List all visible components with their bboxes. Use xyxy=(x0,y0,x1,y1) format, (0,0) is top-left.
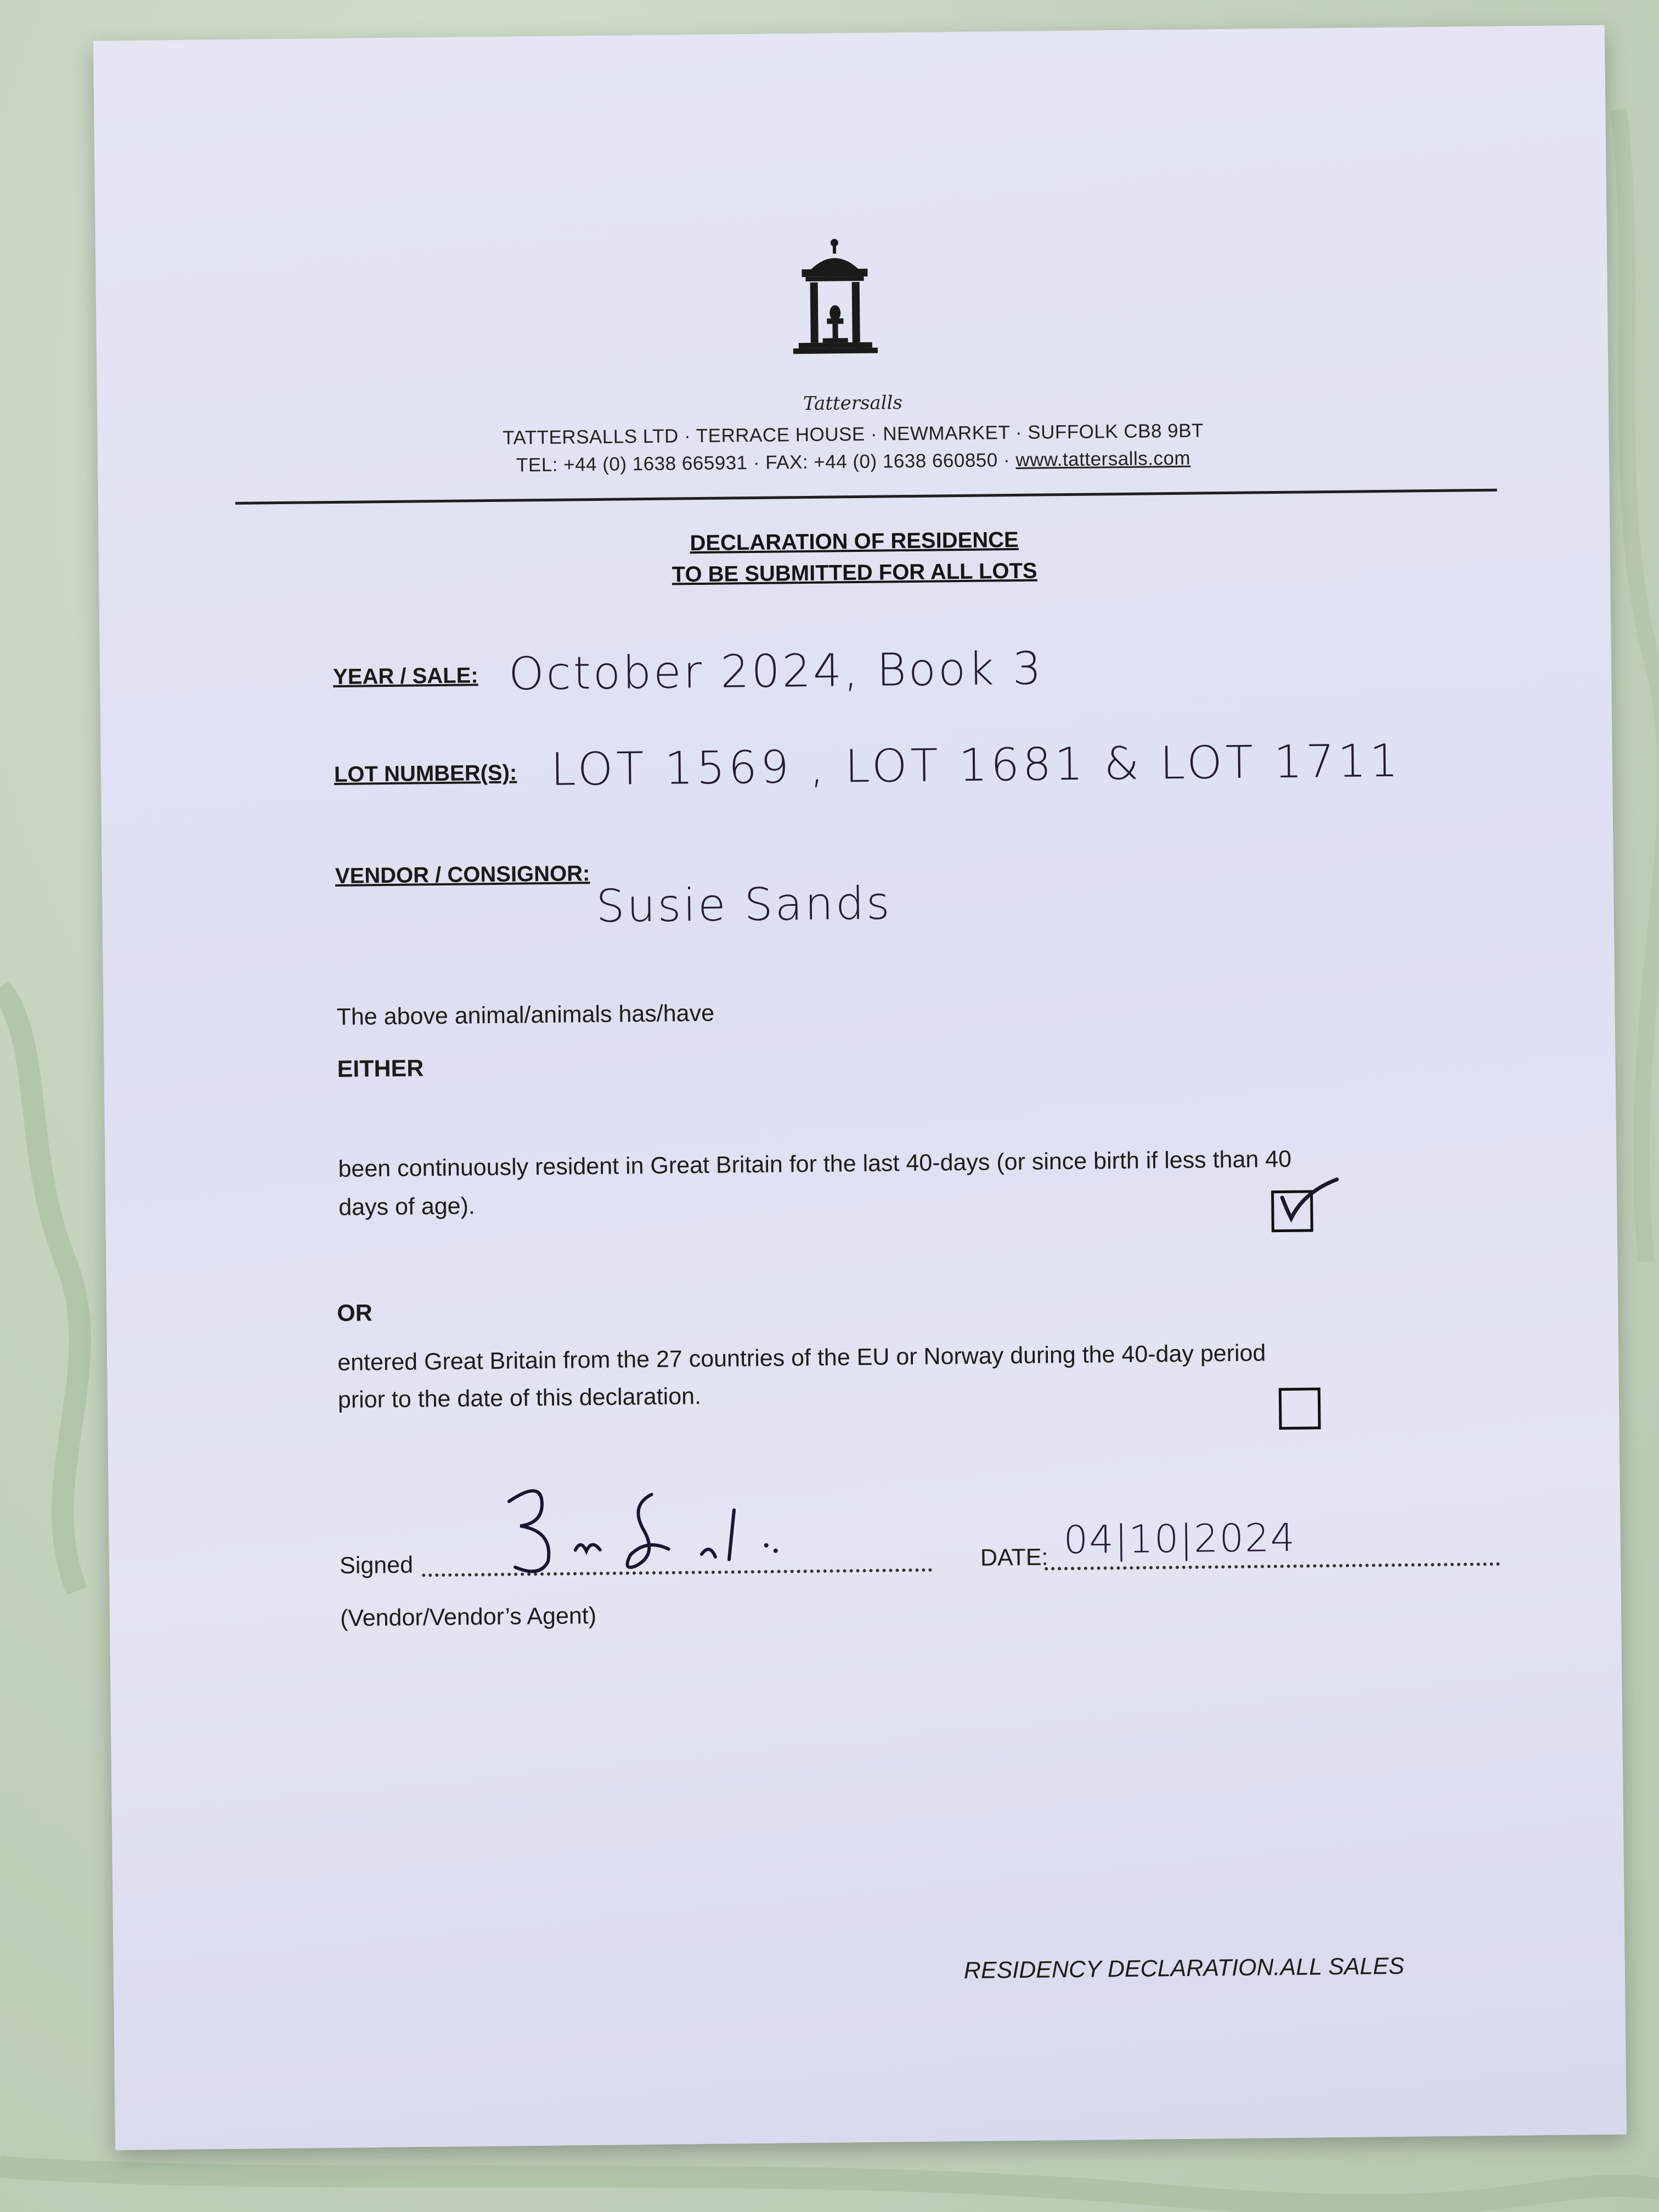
company-name: Tattersalls xyxy=(803,392,903,415)
date-handwritten: 04|10|2024 xyxy=(1063,1515,1296,1563)
either-heading: EITHER xyxy=(337,1055,424,1082)
tattersalls-cupola-logo-icon xyxy=(788,236,882,363)
header-divider xyxy=(235,489,1497,505)
form-subtitle: TO BE SUBMITTED FOR ALL LOTS xyxy=(672,558,1037,587)
signer-role-label: (Vendor/Vendor’s Agent) xyxy=(340,1602,597,1632)
year-sale-label: YEAR / SALE: xyxy=(332,663,478,690)
year-sale-handwritten: October 2024, Book 3 xyxy=(508,642,1044,701)
footer-reference: RESIDENCY DECLARATION.ALL SALES xyxy=(963,1953,1405,1984)
vendor-handwritten: Susie Sands xyxy=(596,877,893,933)
declaration-form-sheet xyxy=(93,25,1627,2151)
contact-numbers: TEL: +44 (0) 1638 665931 · FAX: +44 (0) 1638 660850 · xyxy=(516,449,1016,476)
date-line xyxy=(1045,1562,1500,1571)
option2-text-line2: prior to the date of this declaration. xyxy=(337,1383,702,1413)
date-label: DATE: xyxy=(980,1544,1048,1571)
handwritten-signature xyxy=(492,1476,800,1589)
or-heading: OR xyxy=(337,1300,373,1327)
option1-checkbox[interactable] xyxy=(1271,1190,1313,1232)
form-title: DECLARATION OF RESIDENCE xyxy=(690,527,1019,556)
company-address: TATTERSALLS LTD · TERRACE HOUSE · NEWMARKET · SUFFOLK CB8 9BT xyxy=(502,420,1204,449)
option1-text-line1: been continuously resident in Great Britain for the last 40-days (or since birth if less than 40 xyxy=(338,1146,1292,1182)
website-link[interactable]: www.tattersalls.com xyxy=(1015,447,1191,471)
signed-label: Signed xyxy=(339,1551,414,1579)
lot-numbers-handwritten: LOT 1569 , LOT 1681 & LOT 1711 xyxy=(550,735,1402,796)
option1-text-line2: days of age). xyxy=(338,1193,476,1221)
checkmark-icon xyxy=(1271,1175,1332,1225)
vendor-label: VENDOR / CONSIGNOR: xyxy=(335,861,590,888)
option2-text-line1: entered Great Britain from the 27 countries of the EU or Norway during the 40-day period xyxy=(337,1340,1266,1376)
statement-intro: The above animal/animals has/have xyxy=(336,1000,715,1030)
option2-checkbox[interactable] xyxy=(1279,1387,1321,1430)
lot-numbers-label: LOT NUMBER(S): xyxy=(334,760,517,787)
